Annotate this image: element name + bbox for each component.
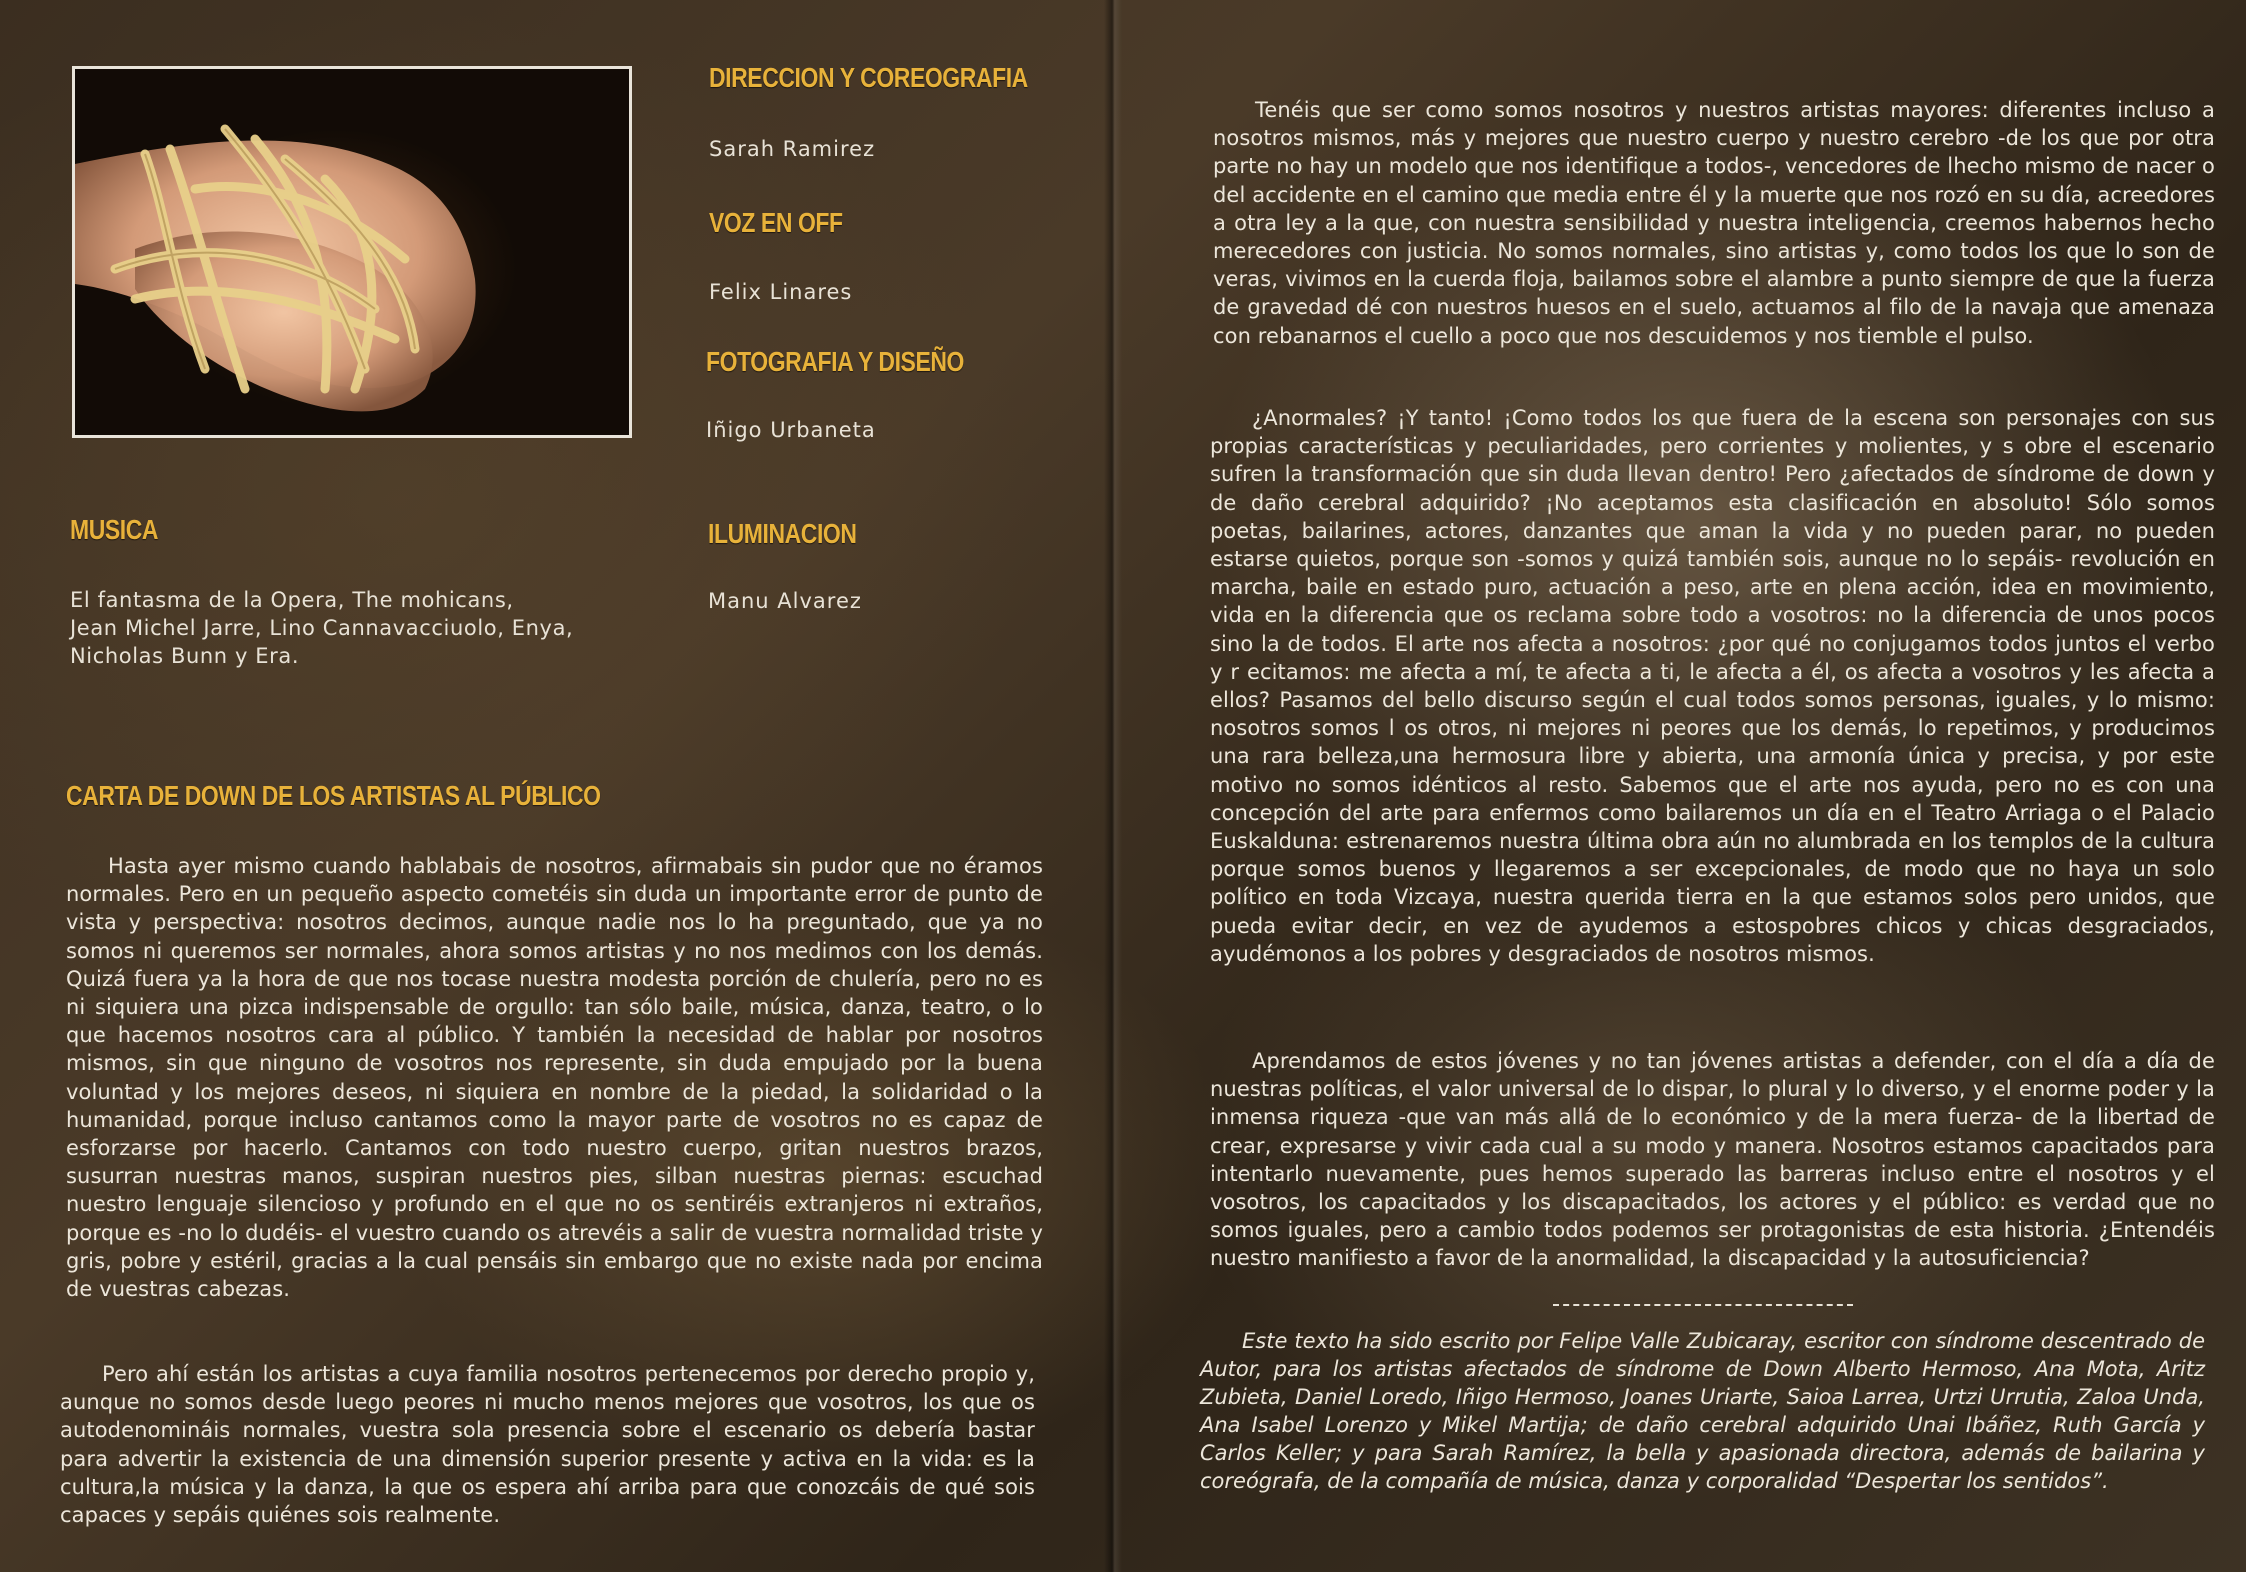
music-line: El fantasma de la Opera, The mohicans,	[70, 588, 514, 612]
letter-title: CARTA DE DOWN DE LOS ARTISTAS AL PÚBLICO	[66, 780, 601, 811]
tied-hands-photo	[72, 66, 632, 438]
left-panel	[0, 0, 1112, 1572]
rope-hands-illustration	[75, 69, 629, 435]
letter-paragraph-3: Tenéis que ser como somos nosotros y nuestros artistas mayores: diferentes incluso a nosotros mismos, más y mejores que nuestro cuerpo y nuestro cerebro -de los que por otra parte no hay un modelo que nos identifique a todos-, vencedores de lhecho mismo de nacer o del accidente en el camino que media entre él y la muerte que nos rozó en su día, acreedores a otra ley a la que, con nuestra sensibilidad y nuestra inteligencia, creemos habernos hecho merecedores con justicia. No somos normales, sino artistas y, como todos los que lo son de veras, vivimos en la cuerda floja, bailamos sobre el alambre a punto siempre de que la fuerza de gravedad dé con nuestros huesos en el suelo, actuamos al filo de la navaja que amenaza con rebanarnos el cuello a poco que nos descuidemos y nos tiemble el pulso.	[1213, 98, 2215, 348]
music-line: Jean Michel Jarre, Lino Cannavacciuolo, Enya,	[70, 616, 574, 640]
voice-heading: VOZ EN OFF	[709, 207, 843, 238]
letter-paragraph-5: Aprendamos de estos jóvenes y no tan jóvenes artistas a defender, con el día a día de nuestras políticas, el valor universal de lo dispar, lo plural y lo diverso, y el enorme poder y la inmensa riqueza -que van más allá de lo económico y de la mera fuerza- de la libertad de crear, expresarse y vivir cada cual a su modo y manera. Nosotros estamos capacitados para intentarlo nuevamente, pues hemos superado las barreras incluso entre el nosotros y el vosotros, los capacitados y los discapacitados, los actores y el público: es verdad que no somos iguales, pero a cambio todos podemos ser protagonistas de esta historia. ¿Entendéis nuestro manifiesto a favor de la anormalidad, la discapacidad y la autosuficiencia?	[1210, 1049, 2215, 1271]
letter-paragraph-1: Hasta ayer mismo cuando hablabais de nosotros, afirmabais sin pudor que no éramos normales. Pero en un pequeño aspecto cometéis sin duda un importante error de punto de vista y perspectiva: nosotros decimos, aunque nadie nos lo ha preguntado, que ya no somos ni queremos ser normales, ahora somos artistas y no nos medimos con los demás. Quizá fuera ya la hora de que nos tocase nuestra modesta porción de chulería, pero no es ni siquiera una pizca indispensable de orgullo: tan sólo baile, música, danza, teatro, o lo que hacemos nosotros cara al público. Y también la necesidad de hablar por nosotros mismos, sin que ninguno de vosotros nos represente, sin duda empujado por la buena voluntad y los mejores deseos, ni siquiera en nombre de la piedad, la solidaridad o la humanidad, porque incluso cantamos como la mayor parte de vosotros no es capaz de esforzarse por hacerlo. Cantamos con todo nuestro cuerpo, gritan nuestros brazos, susurran nuestras manos, suspiran nuestros pies, silban nuestras piernas: escuchad nuestro lenguaje silencioso y profundo en el que no os sentiréis extranjeros ni extraños, porque es -no lo dudéis- el vuestro cuando os atrevéis a salir de vuestra normalidad triste y gris, pobre y estéril, gracias a la cual pensáis sin embargo que no existe nada por encima de vuestras cabezas.	[66, 854, 1043, 1302]
lighting-heading: ILUMINACION	[708, 518, 857, 549]
voice-name: Felix Linares	[709, 280, 853, 304]
letter-paragraph-2: Pero ahí están los artistas a cuya familia nosotros pertenecemos por derecho propio y, aunque no somos desde luego peores ni mucho menos mejores que vosotros, los que os autodenomináis normales, vuestra sola presencia sobre el escenario os debería bastar para advertir la existencia de una dimensión superior presente y activa en la vida: es la cultura,la música y la danza, la que os espera ahí arriba para que conozcáis de qué sois capaces y sepáis quiénes sois realmente.	[60, 1362, 1035, 1528]
direction-name: Sarah Ramirez	[709, 137, 876, 161]
lighting-name: Manu Alvarez	[708, 589, 862, 613]
letter-paragraph-4: ¿Anormales? ¡Y tanto! ¡Como todos los que fuera de la escena son personajes con sus propias características y peculiaridades, pero corrientes y molientes, y s obre el escenario sufren la transformación que sin duda llevan dentro! Pero ¿afectados de síndrome de down y de daño cerebral adquirido? ¡No aceptamos esta clasificación en absoluto! Sólo somos poetas, bailarines, actores, danzantes que aman la vida y no pueden parar, no pueden estarse quietos, porque son -somos y quizá también sois, aunque no lo sepáis- revolución en marcha, baile en estado puro, actuación a peso, arte en plena acción, idea en movimiento, vida en la diferencia que os reclama sobre todo a vosotros: no la diferencia de unos pocos sino la de todos. El arte nos afecta a nosotros: ¿por qué no conjugamos todos juntos el verbo y r ecitamos: me afecta a mí, te afecta a ti, le afecta a él, os afecta a vosotros y les afecta a ellos? Pasamos del bello discurso según el cual todos somos personas, iguales, y lo mismo: nosotros somos l os otros, ni mejores ni peores que los demás, lo repetimos, y producimos una rara belleza,una hermosura libre y abierta, una armonía única y precisa, y por este motivo no somos idénticos al resto. Sabemos que el arte nos ayuda, pero no es con una concepción del arte para enfermos como bailaremos un día en el Teatro Arriaga o el Palacio Euskalduna: estrenaremos nuestra última obra aún no alumbrada en los templos de la cultura porque somos buenos y llegaremos a ser excepcionales, de modo que no haya un solo político en toda Vizcaya, nuestra querida tierra en la que estamos solos pero unidos, que pueda evitar decir, en vez de ayudemos a estospobres chicos y chicas desgraciados, ayudémonos a los pobres y desgraciados de nosotros mismos.	[1210, 406, 2215, 966]
direction-heading: DIRECCION Y COREOGRAFIA	[709, 62, 1028, 93]
author-signature: Este texto ha sido escrito por Felipe Valle Zubicaray, escritor con síndrome descentrado de Autor, para los artistas afectados de síndrome de Down Alberto Hermoso, Ana Mota, Aritz Zubieta, Daniel Loredo, Iñigo Hermoso, Joanes Uriarte, Saioa Larrea, Urtzi Urrutia, Zaloa Unda, Ana Isabel Lorenzo y Mikel Martija; de daño cerebral adquirido Unai Ibáñez, Ruth García y Carlos Keller; y para Sarah Ramírez, la bella y apasionada directora, además de bailarina y coreógrafa, de la compañía de música, danza y corporalidad “Despertar los sentidos”.	[1200, 1329, 2205, 1493]
music-heading: MUSICA	[70, 514, 159, 545]
music-line: Nicholas Bunn y Era.	[70, 644, 300, 668]
music-list	[70, 586, 573, 670]
signature-divider	[1553, 1304, 1853, 1306]
photo-name: Iñigo Urbaneta	[706, 418, 876, 442]
photo-heading: FOTOGRAFIA Y DISEÑO	[706, 346, 964, 377]
